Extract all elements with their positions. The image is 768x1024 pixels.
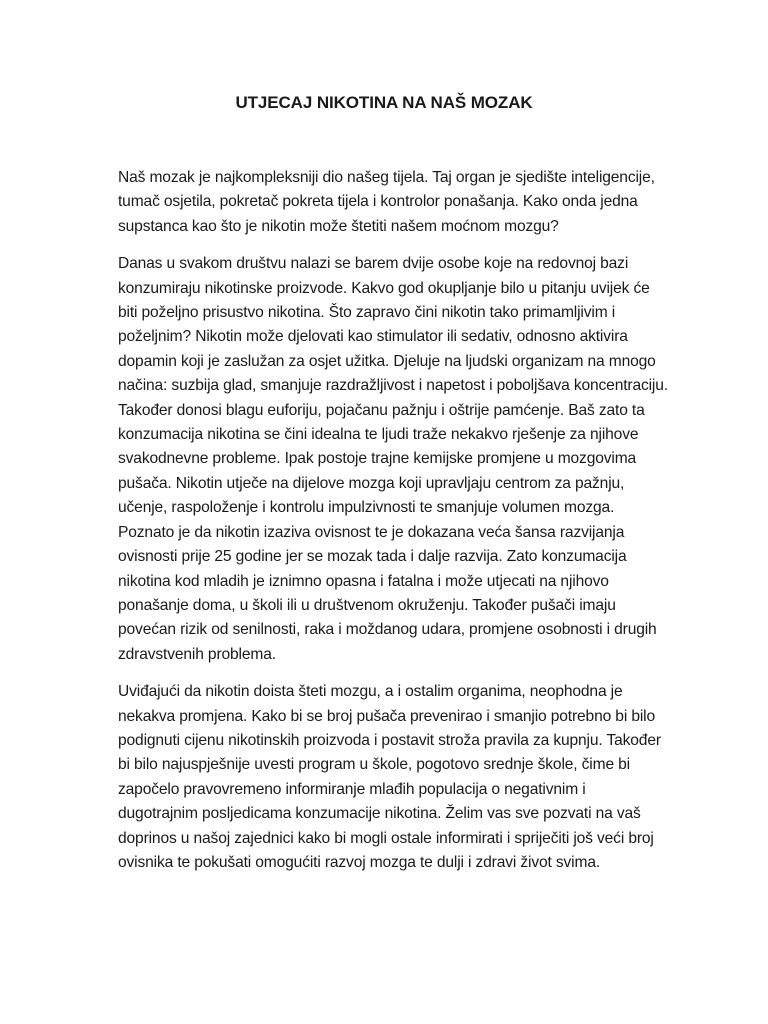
paragraph-line: konzumacija nikotina se čini idealna te ljudi traže nekakvo rješenje za njihove xyxy=(118,426,639,444)
paragraph-line: doprinos u našoj zajednici kako bi mogli ostale informirati i spriječiti još veći broj xyxy=(118,829,654,847)
paragraph-line: ovisnika te pokušati omogućiti razvoj mozga te dulji i zdravi život svima. xyxy=(118,853,601,871)
paragraph-line: podignuti cijenu nikotinskih proizvoda i postavit stroža pravila za kupnju. Također xyxy=(118,731,661,749)
paragraph-line: dugotrajnim posljedicama konzumacije nikotina. Želim vas sve pozvati na vaš xyxy=(118,805,641,823)
paragraph-line: nekakva promjena. Kako bi se broj pušača prevenirao i smanjio potrebno bi bilo xyxy=(118,707,655,725)
paragraph-line: zdravstvenih problema. xyxy=(118,645,276,663)
document-body xyxy=(118,166,718,888)
paragraph-line: supstanca kao što je nikotin može štetiti našem moćnom mozgu? xyxy=(118,217,559,235)
paragraph-line: konzumiraju nikotinske proizvode. Kakvo god okupljanje bilo u pitanju uvijek će xyxy=(118,279,650,297)
paragraph-line: Danas u svakom društvu nalazi se barem dvije osobe koje na redovnoj bazi xyxy=(118,255,629,273)
paragraph-2 xyxy=(118,252,718,667)
paragraph-line: Također donosi blagu euforiju, pojačanu pažnju i oštrije pamćenje. Baš zato ta xyxy=(118,401,645,419)
paragraph-line: pušača. Nikotin utječe na dijelove mozga koji upravljaju centrom za pažnju, xyxy=(118,474,625,492)
paragraph-line: biti poželjno prisustvo nikotina. Što zapravo čini nikotin tako primamljivim i xyxy=(118,304,616,322)
paragraph-line: učenje, raspoloženje i kontrolu impulzivnosti te smanjuje volumen mozga. xyxy=(118,499,615,517)
paragraph-line: svakodnevne probleme. Ipak postoje trajne kemijske promjene u mozgovima xyxy=(118,450,637,468)
paragraph-line: započelo pravovremeno informiranje mlađih populacija o negativnim i xyxy=(118,780,586,798)
paragraph-line: Naš mozak je najkompleksniji dio našeg tijela. Taj organ je sjedište inteligencije, xyxy=(118,169,655,186)
paragraph-line: poželjnim? Nikotin može djelovati kao stimulator ili sedativ, odnosno aktivira xyxy=(118,328,628,346)
paragraph-line: dopamin koji je zaslužan za osjet užitka. Djeluje na ljudski organizam na mnogo xyxy=(118,352,656,370)
paragraph-1 xyxy=(118,166,718,239)
paragraph-line: ponašanje doma, u školi ili u društvenom okruženju. Također pušači imaju xyxy=(118,596,616,614)
paragraph-line: bi bilo najuspješnije uvesti program u škole, pogotovo srednje škole, čime bi xyxy=(118,756,630,774)
paragraph-line: ovisnosti prije 25 godine jer se mozak tada i dalje razvija. Zato konzumacija xyxy=(118,548,627,566)
paragraph-line: Uviđajući da nikotin doista šteti mozgu, a i ostalim organima, neophodna je xyxy=(118,683,623,701)
paragraph-line: Poznato je da nikotin izaziva ovisnost te je dokazana veća šansa razvijanja xyxy=(118,523,625,541)
paragraph-line: tumač osjetila, pokretač pokreta tijela i kontrolor ponašanja. Kako onda jedna xyxy=(118,193,638,211)
document-title: UTJECAJ NIKOTINA NA NAŠ MOZAK xyxy=(235,93,533,112)
paragraph-line: nikotina kod mladih je iznimno opasna i fatalna i može utjecati na njihovo xyxy=(118,572,609,590)
paragraph-line: načina: suzbija glad, smanjuje razdražljivost i napetost i poboljšava koncentraciju. xyxy=(118,377,668,395)
paragraph-line: povećan rizik od senilnosti, raka i moždanog udara, promjene osobnosti i drugih xyxy=(118,621,657,639)
paragraph-3 xyxy=(118,680,718,875)
